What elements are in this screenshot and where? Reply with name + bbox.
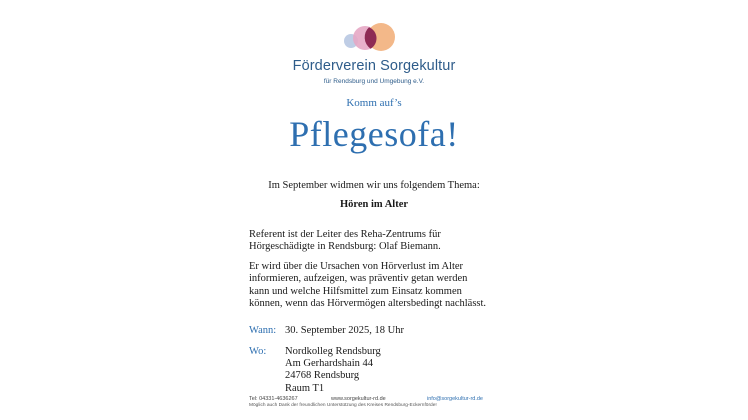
paragraph-line: Hörgeschädigte in Rendsburg: Olaf Biemann. [249, 241, 441, 253]
footer-website-link[interactable]: www.sorgekultur-rd.de [331, 396, 386, 402]
paragraph-line: informieren, aufzeigen, was präventiv getan werden [249, 273, 468, 285]
overlapping-circles-logo-icon [339, 20, 405, 58]
paragraph-line: Er wird über die Ursachen von Hörverlust im Alter [249, 261, 464, 272]
address-line: Raum T1 [285, 382, 325, 394]
when-value: 30. September 2025, 18 Uhr [285, 325, 404, 336]
address-line: 24768 Rendsburg [285, 370, 360, 382]
where-address [285, 346, 485, 395]
page-title: Pflegesofa! [289, 114, 459, 154]
organization-subtitle: für Rendsburg und Umgebung e.V. [323, 78, 425, 85]
when-label: Wann: [249, 325, 277, 336]
footer [249, 396, 483, 408]
footer-phone: Tel: 04331-4636267 [249, 396, 298, 402]
address-line: Nordkolleg Rendsburg [285, 346, 381, 357]
paragraph-line: kann und welche Hilfsmittel zum Einsatz kommen [249, 285, 462, 297]
footer-support-note: Möglich auch Dank der freundlichen Unterstützung des Kreises Rendsburg-Eckernförde! [249, 403, 437, 408]
description-paragraph [249, 261, 509, 311]
footer-email-link[interactable]: info@sorgekultur-rd.de [426, 396, 483, 402]
paragraph-line: Referent ist der Leiter des Reha-Zentrums für [249, 229, 441, 240]
footer-contact-row [249, 396, 483, 403]
speaker-paragraph [249, 229, 509, 254]
paragraph-line: können, wenn das Hörvermögen altersbedingt nachlässt. [249, 298, 487, 310]
topic-heading: Hören im Alter [339, 199, 409, 210]
intro-text: Im September widmen wir uns folgendem Thema: [268, 180, 480, 191]
address-line: Am Gerhardshain 44 [285, 358, 374, 370]
pretitle: Komm auf’s [346, 97, 402, 109]
organization-name: Förderverein Sorgekultur [292, 58, 456, 74]
where-label: Wo: [249, 346, 267, 357]
